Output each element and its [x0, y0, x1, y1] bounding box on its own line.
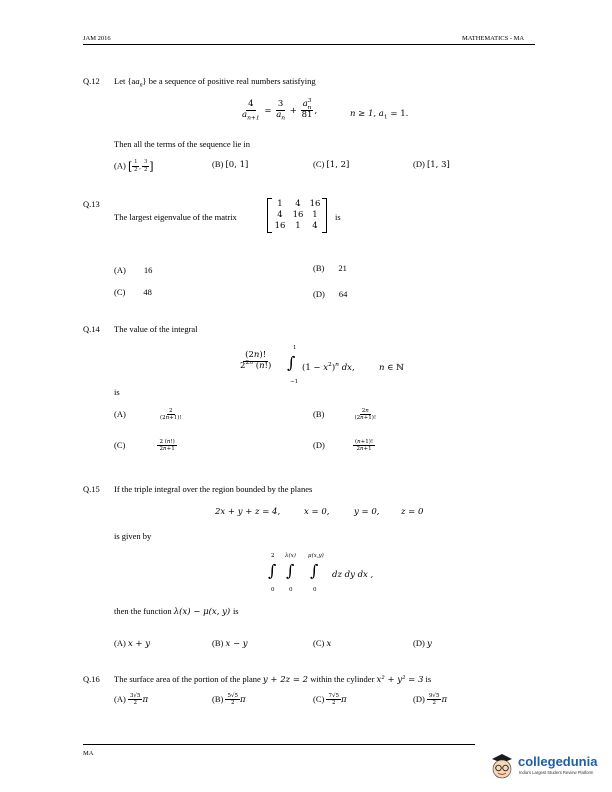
q14-option-b[interactable]: (B) $\frac{2n}{(2n+1)!}$	[313, 408, 377, 422]
matrix-cell: 16	[309, 199, 321, 209]
q16-number: Q.16	[83, 674, 100, 684]
q13-option-b[interactable]: (B) 21	[313, 263, 347, 273]
q15-option-d[interactable]: (D) y	[413, 638, 432, 649]
q15-option-c[interactable]: (C) x	[313, 638, 332, 649]
q14-upper-limit: 1	[293, 345, 297, 351]
footer-rule	[83, 744, 475, 745]
q14-integral: $\frac{(2n)!}{2^{2n} (n!)}$	[240, 350, 272, 371]
q13-option-d[interactable]: (D) 64	[313, 289, 348, 299]
q12-option-b[interactable]: (B) [0, 1]	[212, 159, 249, 170]
q12-then: Then all the terms of the sequence lie in	[114, 139, 250, 149]
logo-tagline: India's Largest Student Review Platform	[519, 770, 594, 775]
q12-text: Let $\{aa_n\}$ be a sequence of positive real numbers satisfying	[114, 76, 316, 89]
matrix-cell: 1	[295, 221, 301, 231]
q15-differentials: dz dy dx ,	[332, 570, 374, 580]
logo-wordmark: collegedunia	[518, 754, 598, 769]
q14-integrand: $(1 - x^2)^n$ dx,	[302, 361, 355, 373]
q12-option-a[interactable]: (A) [ $\frac{1}{2}$ , $\frac{3}{2}$ ]	[114, 159, 154, 173]
header-right: MATHEMATICS - MA	[462, 35, 525, 42]
q12-recurrence: $\frac{4}{a_{n+1}}$ = $\frac{3}{a_n}$ + $\frac{a^3_n}{81}$ ,	[242, 97, 318, 122]
q12-option-d[interactable]: (D) [1, 3]	[413, 159, 450, 170]
header-left: JAM 2016	[83, 35, 111, 42]
q15-limit-lower-3: 0	[313, 587, 317, 593]
q13-text: The largest eigenvalue of the matrix	[114, 212, 237, 222]
matrix-cell: 16	[274, 221, 286, 231]
integral-icon: ∫	[310, 561, 319, 580]
q13-is: is	[335, 212, 341, 222]
q16-option-c[interactable]: (C) $\frac{7√5}{2}$ π	[313, 693, 347, 707]
q15-number: Q.15	[83, 484, 100, 494]
integral-icon: ∫	[268, 561, 277, 580]
q15-then: then the function λ(x) − μ(x, y) is	[114, 606, 239, 617]
q13-option-c[interactable]: (C) 48	[114, 287, 152, 297]
matrix-cell: 16	[292, 210, 304, 220]
q15-option-a[interactable]: (A) x + y	[114, 638, 151, 649]
q13-number: Q.13	[83, 199, 100, 209]
q16-option-d[interactable]: (D) $\frac{9√5}{2}$ π	[413, 693, 448, 707]
q14-lower-limit: −1	[290, 379, 299, 385]
q15-limit-lower-1: 0	[271, 587, 275, 593]
q15-given: is given by	[114, 531, 152, 541]
q13-matrix	[267, 198, 327, 233]
q15-plane-2: x = 0,	[304, 507, 330, 517]
collegedunia-logo	[488, 752, 516, 782]
integral-icon: ∫	[286, 561, 295, 580]
q14-option-c[interactable]: (C) $\frac{2 (n!)}{2n+1}$	[114, 439, 175, 453]
q15-option-b[interactable]: (B) x − y	[212, 638, 248, 649]
q14-is: is	[114, 387, 120, 397]
q14-number: Q.14	[83, 324, 100, 334]
matrix-cell: 4	[295, 199, 301, 209]
q15-plane-4: z = 0	[401, 507, 424, 517]
q15-limit-upper-1: 2	[271, 553, 275, 559]
integral-icon: ∫	[287, 353, 296, 372]
matrix-cell: 1	[312, 210, 318, 220]
q16-option-a[interactable]: (A) $\frac{3√5}{2}$ π	[114, 693, 149, 707]
q15-limit-upper-3: μ(x,y)	[308, 553, 324, 559]
q15-plane-3: y = 0,	[354, 507, 380, 517]
q14-text: The value of the integral	[114, 324, 198, 334]
q15-text: If the triple integral over the region bounded by the planes	[114, 484, 313, 494]
q16-text: The surface area of the portion of the plane y + 2z = 2 within the cylinder x² + y² = 3 is	[114, 674, 432, 685]
q16-option-b[interactable]: (B) $\frac{5√5}{2}$ π	[212, 693, 246, 707]
q12-number: Q.12	[83, 76, 100, 86]
mascot-icon	[488, 752, 516, 780]
q15-limit-upper-2: λ(x)	[285, 553, 296, 559]
q15-plane-1: 2x + y + z = 4,	[215, 507, 281, 517]
q14-option-d[interactable]: (D) $\frac{(n+1)!}{2n+1}$	[313, 439, 374, 453]
q14-condition: n ∈ ℕ	[379, 363, 404, 373]
matrix-cell: 4	[312, 221, 318, 231]
matrix-cell: 4	[277, 210, 283, 220]
footer-left: MA	[83, 750, 94, 757]
q12-condition: n ≥ 1, $a_1 = 1$.	[350, 109, 409, 121]
matrix-cell: 1	[277, 199, 283, 209]
q12-option-c[interactable]: (C) [1, 2]	[313, 159, 350, 170]
q15-limit-lower-2: 0	[289, 587, 293, 593]
q13-option-a[interactable]: (A) 16	[114, 265, 153, 275]
header-rule	[83, 44, 535, 45]
q14-option-a[interactable]: (A) $\frac{2}{(2n+1)!}$	[114, 408, 182, 422]
